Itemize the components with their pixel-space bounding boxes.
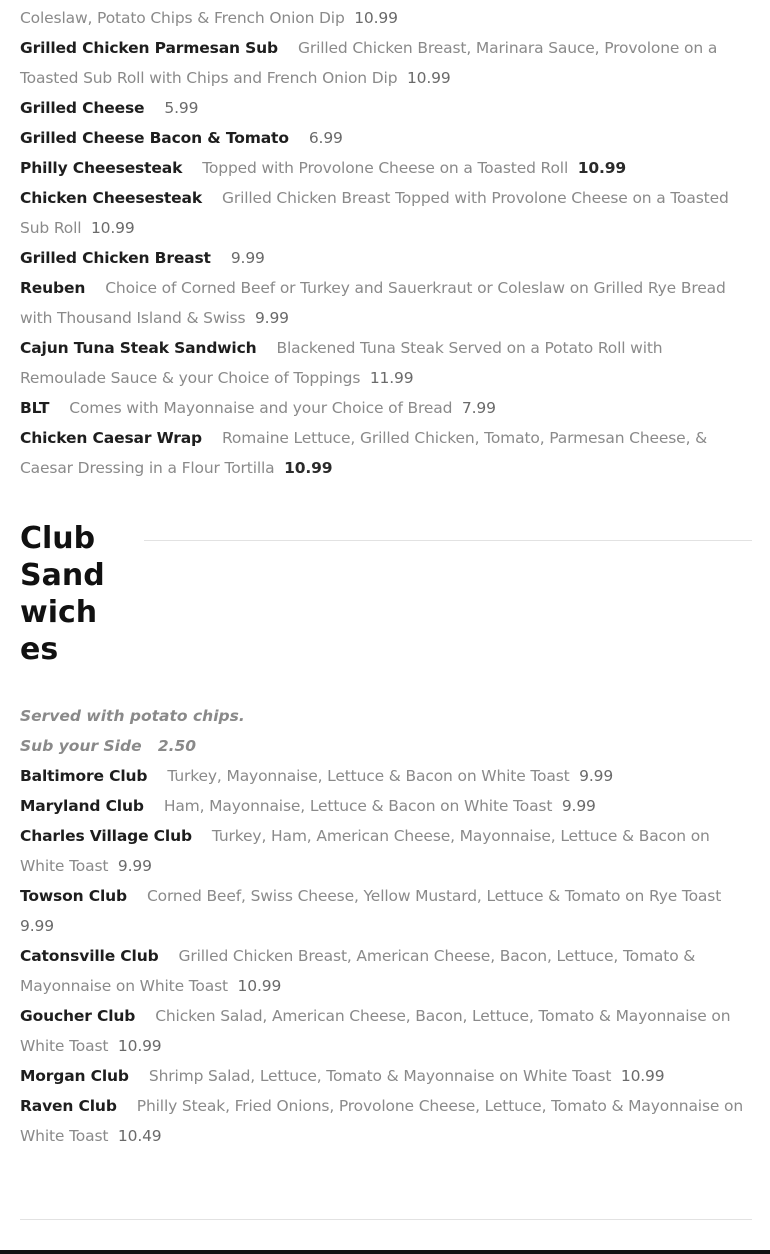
item-name: Grilled Chicken Breast — [20, 249, 211, 267]
item-name: Charles Village Club — [20, 827, 192, 845]
item-description: Choice of Corned Beef or Turkey and Sauerkraut or Coleslaw on Grilled Rye Bread with Thousand Island & Swiss — [20, 279, 726, 327]
sub-side-label: Sub your Side — [20, 737, 142, 755]
club-section-notes — [20, 701, 752, 761]
item-description: Turkey, Ham, American Cheese, Mayonnaise, Lettuce & Bacon on White Toast — [20, 827, 710, 875]
item-name: Raven Club — [20, 1097, 117, 1115]
menu-item — [20, 3, 752, 33]
item-description: Philly Steak, Fried Onions, Provolone Cheese, Lettuce, Tomato & Mayonnaise on White Toast — [20, 1097, 744, 1145]
item-price: 10.99 — [237, 977, 282, 995]
item-price: 10.99 — [354, 9, 398, 27]
item-price: 10.49 — [117, 1127, 162, 1145]
club-item-list — [20, 761, 752, 1151]
item-name: Catonsville Club — [20, 947, 159, 965]
item-price: 10.99 — [90, 219, 135, 237]
item-price: 9.99 — [561, 797, 596, 815]
item-price: 11.99 — [369, 369, 414, 387]
menu-item — [20, 791, 752, 821]
item-description: Coleslaw, Potato Chips & French Onion Dip — [20, 9, 345, 27]
menu-item — [20, 333, 752, 393]
item-description: Turkey, Mayonnaise, Lettuce & Bacon on White Toast — [167, 767, 570, 785]
item-description: Grilled Chicken Breast, American Cheese, Bacon, Lettuce, Tomato & Mayonnaise on White Toast — [20, 947, 696, 995]
menu-item — [20, 33, 752, 93]
menu-item — [20, 123, 752, 153]
section-title: Club Sandwiches — [20, 521, 105, 667]
menu-item — [20, 93, 752, 123]
item-name: Cajun Tuna Steak Sandwich — [20, 339, 257, 357]
item-price: 9.99 — [230, 249, 265, 267]
item-name: Morgan Club — [20, 1067, 129, 1085]
item-description: Blackened Tuna Steak Served on a Potato Roll with Remoulade Sauce & your Choice of Toppings — [20, 339, 663, 387]
item-name: Goucher Club — [20, 1007, 136, 1025]
item-price: 9.99 — [579, 767, 614, 785]
menu-content — [20, 3, 752, 1151]
item-name: Reuben — [20, 279, 86, 297]
item-name: Grilled Chicken Parmesan Sub — [20, 39, 278, 57]
item-name: Maryland Club — [20, 797, 144, 815]
item-description: Shrimp Salad, Lettuce, Tomato & Mayonnaise on White Toast — [148, 1067, 612, 1085]
item-name: Grilled Cheese — [20, 99, 145, 117]
sandwich-item-list — [20, 3, 752, 483]
menu-item — [20, 153, 752, 183]
item-price: 10.99 — [406, 69, 451, 87]
menu-item — [20, 423, 752, 483]
item-price: 5.99 — [164, 99, 199, 117]
item-price: 9.99 — [254, 309, 289, 327]
item-name: Baltimore Club — [20, 767, 148, 785]
sub-side-price: 2.50 — [157, 737, 197, 755]
menu-item — [20, 183, 752, 243]
item-description: Romaine Lettuce, Grilled Chicken, Tomato, Parmesan Cheese, & Caesar Dressing in a Flour Tortilla — [20, 429, 708, 477]
menu-item — [20, 941, 752, 1001]
menu-item — [20, 243, 752, 273]
menu-item — [20, 1091, 752, 1151]
item-description: Chicken Salad, American Cheese, Bacon, Lettuce, Tomato & Mayonnaise on White Toast — [20, 1007, 731, 1055]
item-price: 9.99 — [20, 917, 54, 935]
item-price: 10.99 — [577, 159, 626, 177]
bottom-divider — [20, 1219, 752, 1220]
item-price: 9.99 — [117, 857, 152, 875]
item-price: 6.99 — [308, 129, 343, 147]
item-name: Chicken Cheesesteak — [20, 189, 202, 207]
menu-item — [20, 273, 752, 333]
item-name: Towson Club — [20, 887, 127, 905]
item-description: Topped with Provolone Cheese on a Toasted Roll — [202, 159, 569, 177]
menu-item — [20, 881, 752, 941]
item-description: Comes with Mayonnaise and your Choice of Bread — [69, 399, 453, 417]
bottom-border-bar — [0, 1250, 770, 1254]
section-divider — [144, 540, 752, 541]
served-with-note: Served with potato chips. — [20, 707, 245, 725]
item-description: Grilled Chicken Breast, Marinara Sauce, Provolone on a Toasted Sub Roll with Chips and French Onion Dip — [20, 39, 718, 87]
sub-side-note — [20, 731, 752, 761]
menu-item — [20, 1001, 752, 1061]
item-name: Grilled Cheese Bacon & Tomato — [20, 129, 289, 147]
item-name: Philly Cheesesteak — [20, 159, 183, 177]
item-price: 10.99 — [284, 459, 333, 477]
item-description: Ham, Mayonnaise, Lettuce & Bacon on White Toast — [163, 797, 553, 815]
item-price: 10.99 — [117, 1037, 162, 1055]
item-description: Grilled Chicken Breast Topped with Provolone Cheese on a Toasted Sub Roll — [20, 189, 729, 237]
item-name: BLT — [20, 399, 50, 417]
menu-item — [20, 821, 752, 881]
menu-item — [20, 393, 752, 423]
item-price: 10.99 — [620, 1067, 665, 1085]
item-description: Corned Beef, Swiss Cheese, Yellow Mustard, Lettuce & Tomato on Rye Toast — [146, 887, 722, 905]
club-section-header — [20, 513, 752, 673]
menu-item — [20, 761, 752, 791]
item-name: Chicken Caesar Wrap — [20, 429, 202, 447]
menu-item — [20, 1061, 752, 1091]
item-price: 7.99 — [461, 399, 496, 417]
